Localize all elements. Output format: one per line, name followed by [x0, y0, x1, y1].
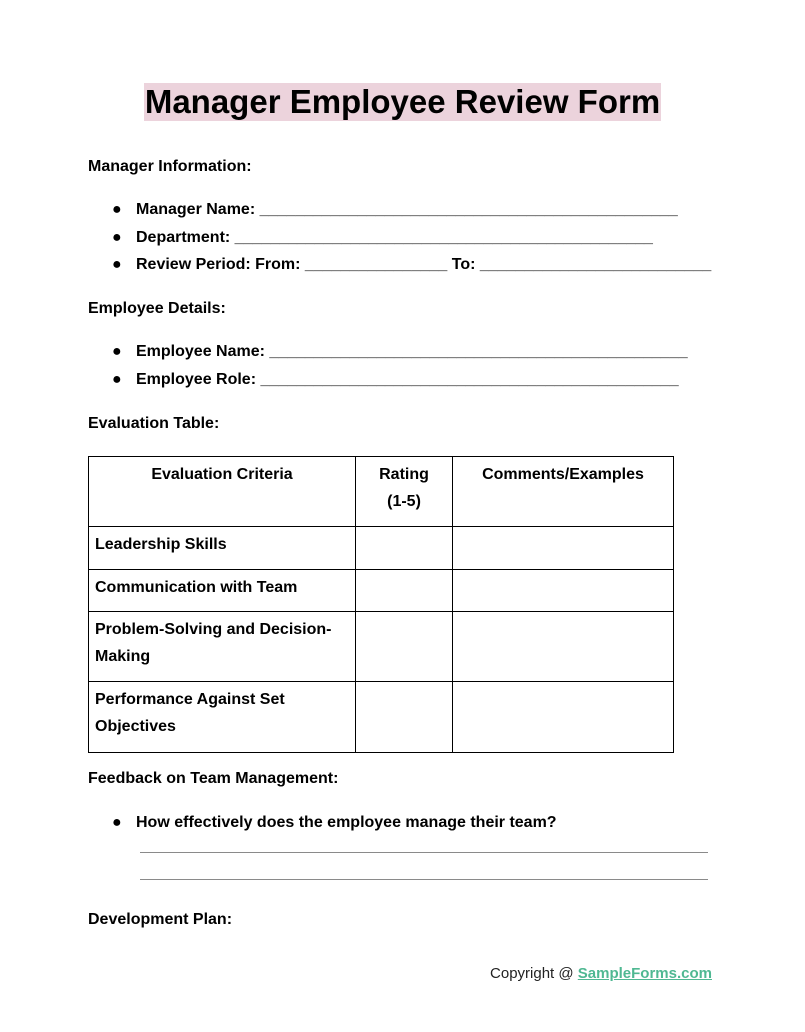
- feedback-heading: Feedback on Team Management:: [88, 770, 339, 787]
- header-criteria: Evaluation Criteria: [89, 457, 356, 527]
- table-row: [89, 570, 674, 612]
- criteria-cell: Performance Against Set Objectives: [89, 682, 356, 753]
- bullet-icon: ●: [112, 343, 122, 360]
- bullet-icon: ●: [112, 201, 122, 218]
- employee-details-heading: Employee Details:: [88, 300, 226, 317]
- list-item: [88, 370, 728, 398]
- list-item: [88, 255, 728, 283]
- list-item: [88, 813, 728, 841]
- bullet-icon: ●: [112, 370, 122, 388]
- rating-cell[interactable]: [356, 682, 453, 753]
- comments-cell[interactable]: [453, 682, 674, 753]
- title-wrap: [0, 83, 805, 121]
- evaluation-table-heading: Evaluation Table:: [88, 415, 220, 432]
- page-title: Manager Employee Review Form: [144, 83, 661, 120]
- table-row: [89, 527, 674, 570]
- feedback-list: [88, 813, 728, 841]
- header-rating-line2: (1-5): [387, 493, 421, 510]
- development-plan-heading: Development Plan:: [88, 911, 233, 928]
- bullet-icon: ●: [112, 814, 122, 831]
- comments-cell[interactable]: [453, 527, 674, 570]
- header-comments: Comments/Examples: [453, 457, 674, 527]
- manager-info-list: [88, 200, 728, 283]
- employee-name-field[interactable]: Employee Name: _______________________________________________: [136, 343, 688, 360]
- table-header-row: [89, 457, 674, 527]
- header-rating: [356, 457, 453, 527]
- table-row: [89, 612, 674, 682]
- review-period-field[interactable]: Review Period: From: ________________ To: __________________________: [136, 256, 712, 273]
- table-row: [89, 682, 674, 753]
- answer-line[interactable]: [140, 852, 708, 853]
- list-item: [88, 228, 728, 256]
- comments-cell[interactable]: [453, 570, 674, 612]
- rating-cell[interactable]: [356, 570, 453, 612]
- answer-line[interactable]: [140, 879, 708, 880]
- evaluation-table: [88, 456, 674, 753]
- copyright-text: Copyright @: [490, 965, 578, 982]
- criteria-cell: Leadership Skills: [89, 527, 356, 570]
- criteria-cell: Communication with Team: [89, 570, 356, 612]
- brand-link[interactable]: SampleForms.com: [577, 965, 712, 982]
- comments-cell[interactable]: [453, 612, 674, 682]
- bullet-icon: ●: [112, 256, 122, 273]
- list-item: [88, 342, 728, 370]
- rating-cell[interactable]: [356, 612, 453, 682]
- manager-info-heading: Manager Information:: [88, 158, 252, 175]
- header-rating-line1: Rating: [379, 466, 429, 483]
- manager-name-field[interactable]: Manager Name: _______________________________________________: [136, 201, 678, 218]
- criteria-cell: Problem-Solving and Decision-Making: [89, 612, 356, 682]
- department-field[interactable]: Department: _______________________________________________: [136, 228, 653, 246]
- employee-role-field[interactable]: Employee Role: _______________________________________________: [136, 370, 679, 388]
- bullet-icon: ●: [112, 228, 122, 246]
- feedback-question: How effectively does the employee manage their team?: [136, 814, 557, 831]
- list-item: [88, 200, 728, 228]
- employee-details-list: [88, 342, 728, 397]
- rating-cell[interactable]: [356, 527, 453, 570]
- copyright-footer: [490, 964, 712, 984]
